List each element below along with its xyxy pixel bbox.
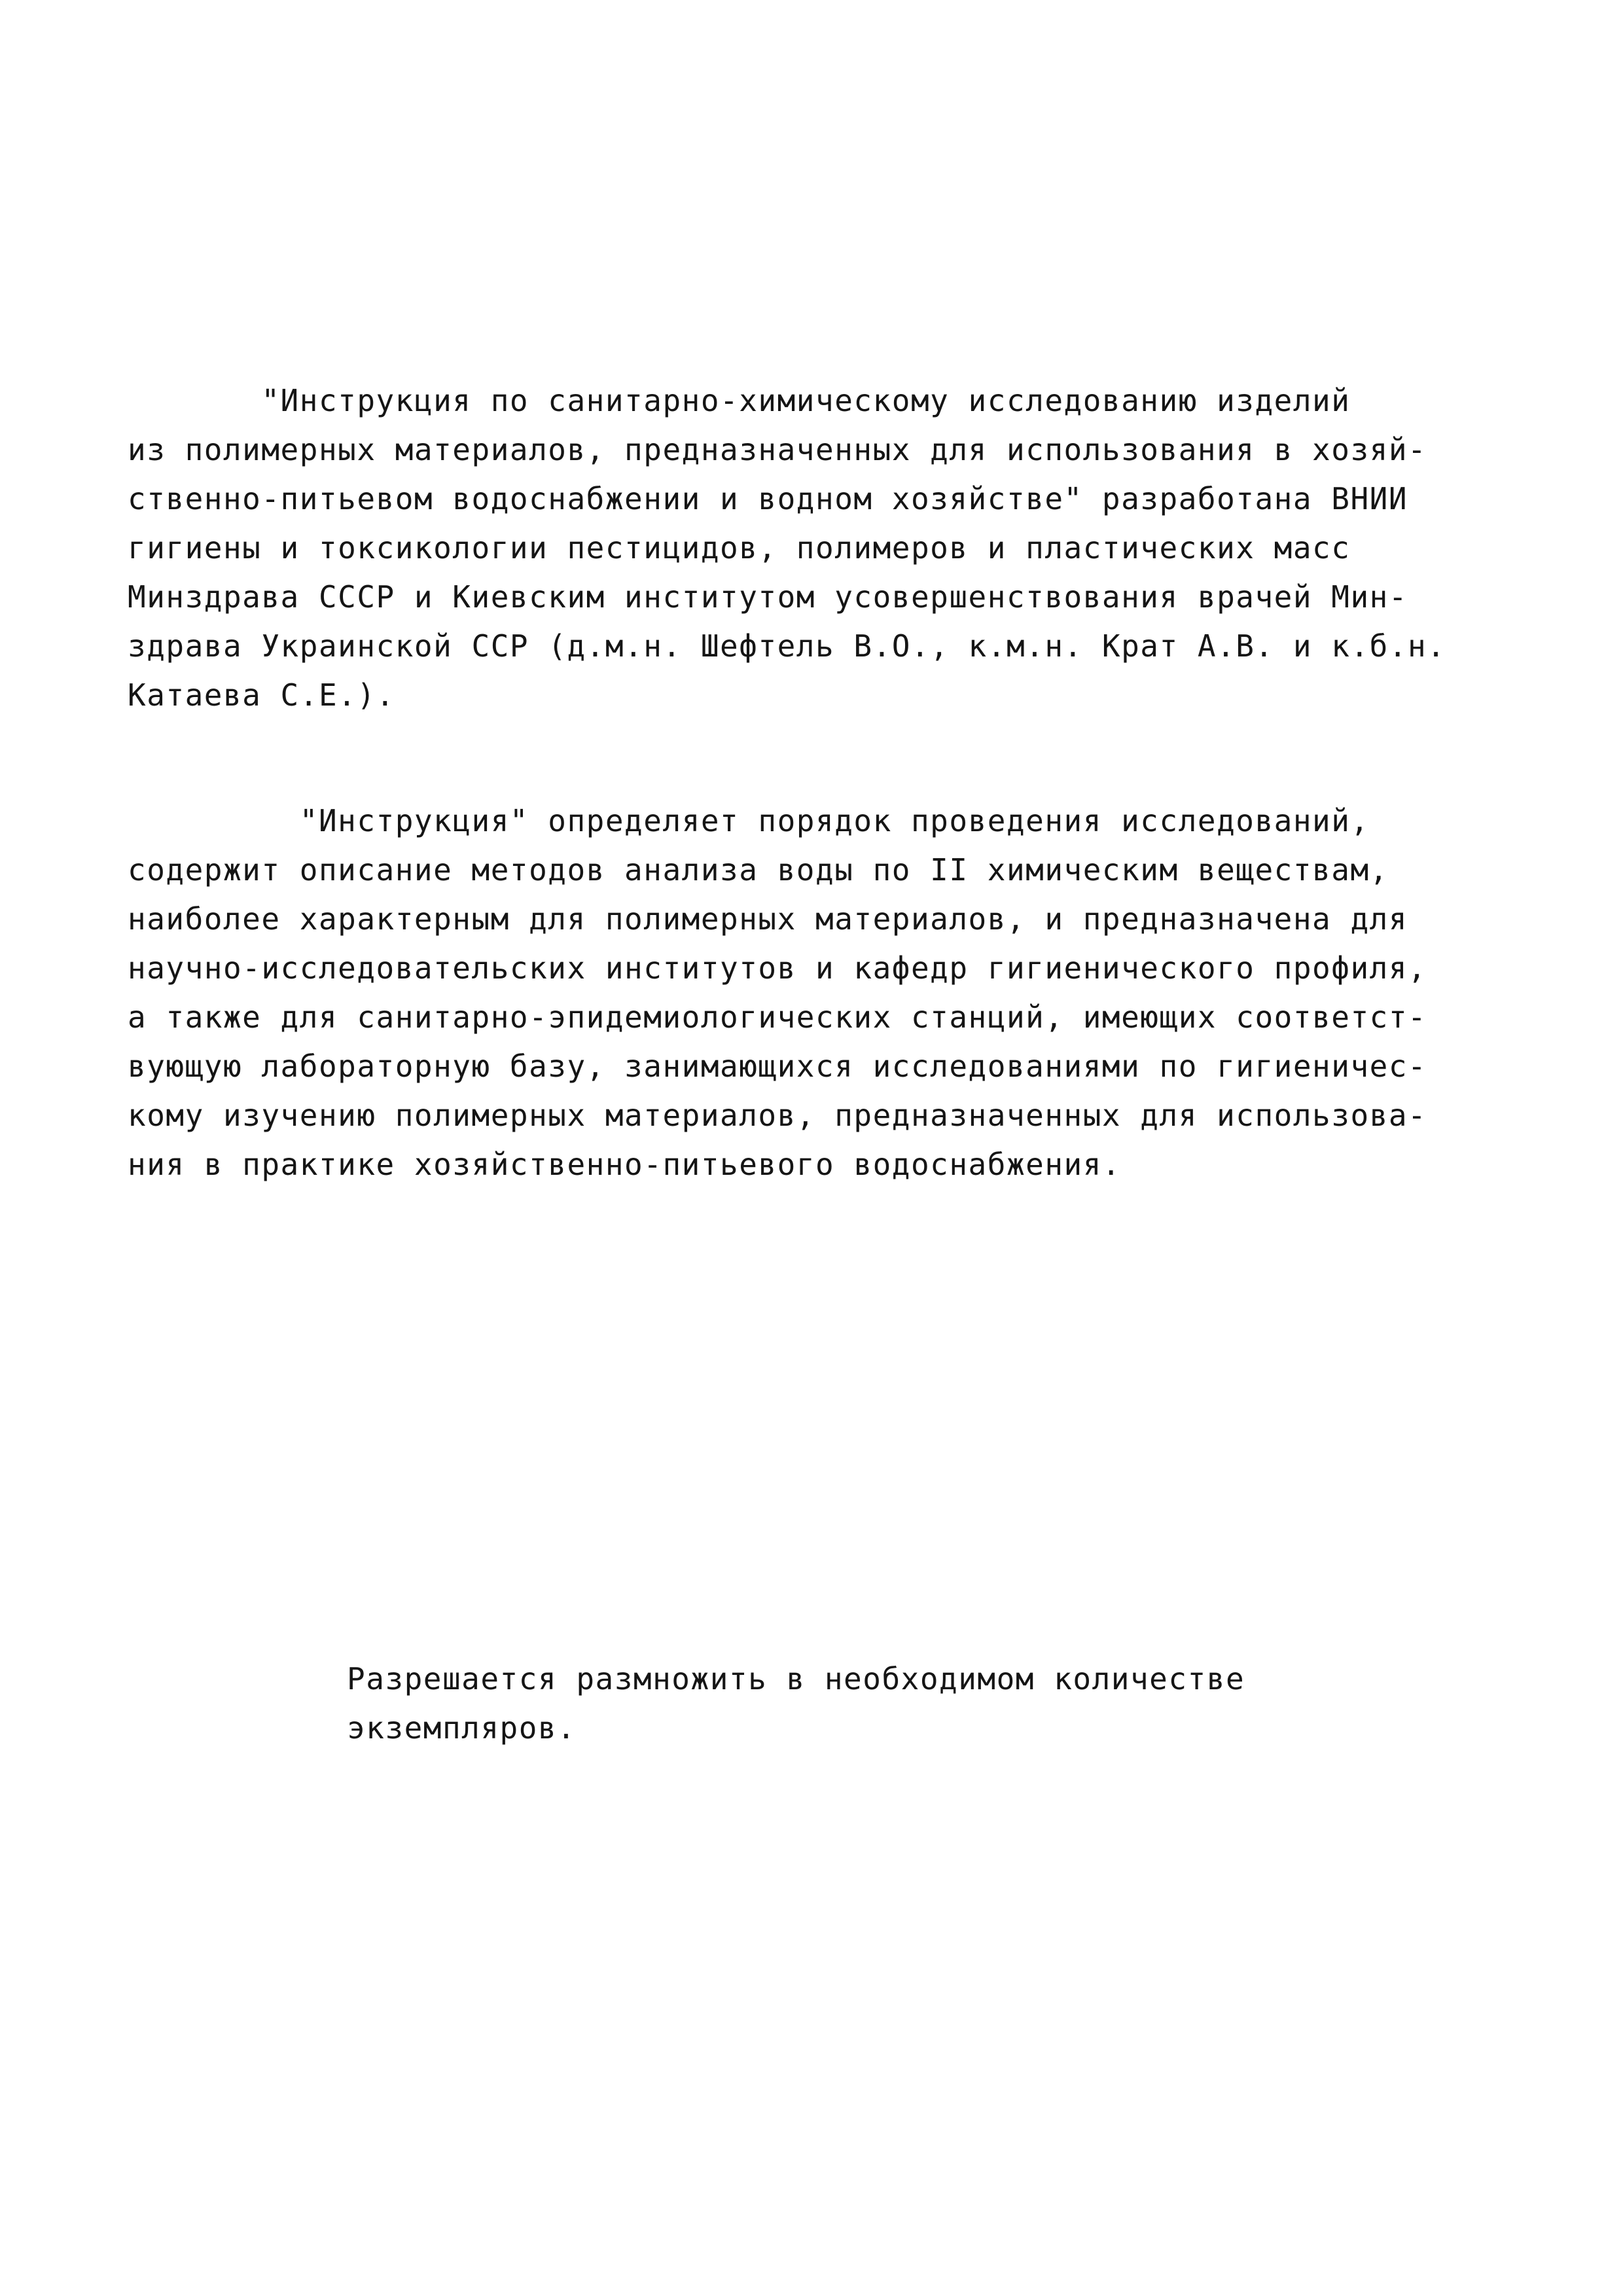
intro-paragraph bbox=[128, 376, 1535, 720]
text-line: ственно-питьевом водоснабжении и водном хозяйстве" разработана ВНИИ bbox=[128, 481, 1408, 516]
text-line: а также для санитарно-эпидемиологических станций, имеющих соответст- bbox=[128, 999, 1427, 1035]
text-line: наиболее характерным для полимерных материалов, и предназначена для bbox=[128, 901, 1408, 937]
text-line: гигиены и токсикологии пестицидов, полимеров и пластических масс bbox=[128, 530, 1351, 565]
text-line: из полимерных материалов, предназначенных для использования в хозяй- bbox=[128, 432, 1427, 467]
text-line: кому изучению полимерных материалов, предназначенных для использова- bbox=[128, 1098, 1427, 1133]
text-line: экземпляров. bbox=[347, 1710, 577, 1746]
purpose-paragraph bbox=[128, 797, 1535, 1189]
reproduction-note bbox=[347, 1655, 1459, 1753]
text-line: Катаева С.Е.). bbox=[128, 677, 395, 713]
text-line: здрава Украинской ССР (д.м.н. Шефтель В.О., к.м.н. Крат А.В. и к.б.н. bbox=[128, 628, 1446, 664]
text-line: "Инструкция" определяет порядок проведения исследований, bbox=[128, 803, 1370, 838]
text-line: вующую лабораторную базу, занимающихся исследованиями по гигиеничес- bbox=[128, 1049, 1427, 1084]
text-line: "Инструкция по санитарно-химическому исследованию изделий bbox=[128, 383, 1351, 418]
text-line: научно-исследовательских институтов и кафедр гигиенического профиля, bbox=[128, 950, 1427, 986]
text-line: содержит описание методов анализа воды по II химическим веществам, bbox=[128, 852, 1389, 888]
text-line: ния в практике хозяйственно-питьевого водоснабжения. bbox=[128, 1147, 1122, 1182]
text-line: Разрешается размножить в необходимом количестве bbox=[347, 1661, 1245, 1696]
text-line: Минздрава СССР и Киевским институтом усовершенствования врачей Мин- bbox=[128, 579, 1408, 615]
